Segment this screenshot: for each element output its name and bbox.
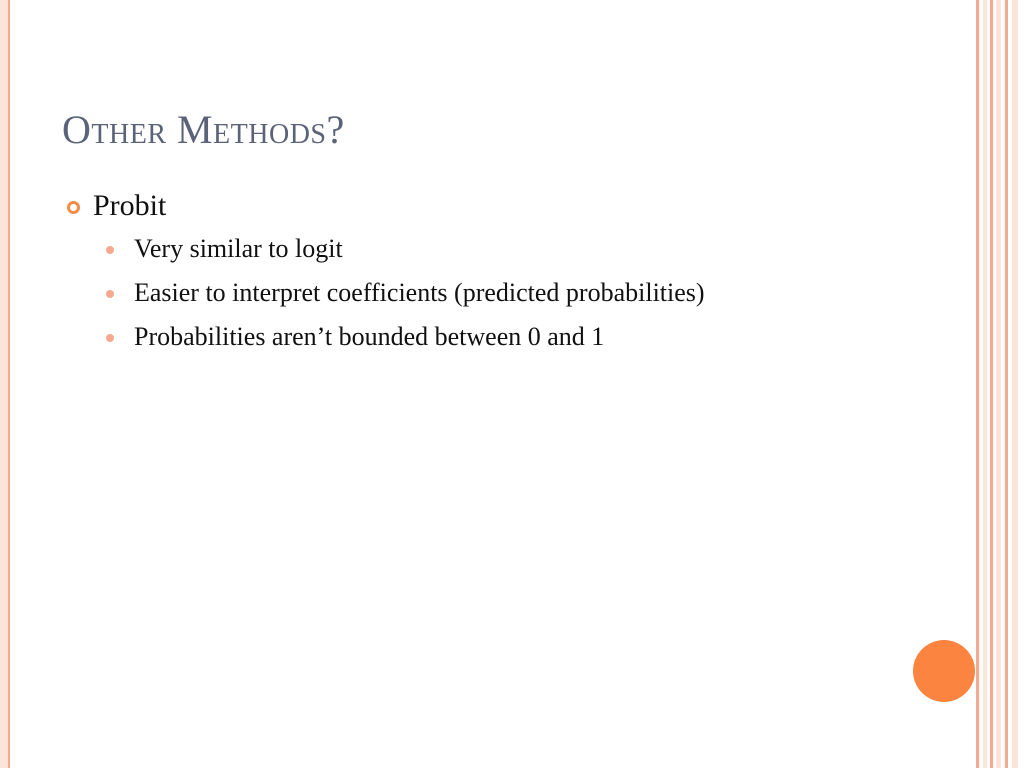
dot-bullet-icon <box>106 290 114 298</box>
sub-bullet-item <box>64 232 794 266</box>
slide-title: Other Methods? <box>62 107 345 152</box>
right-frame-line <box>996 0 1001 768</box>
left-frame-line <box>8 0 10 768</box>
sub-bullet-text: Very similar to logit <box>134 234 343 263</box>
sub-bullet-text: Easier to interpret coefficients (predicted probabilities) <box>134 278 705 307</box>
sub-bullet-item <box>64 320 794 354</box>
bullet-item <box>64 186 944 226</box>
right-frame-line <box>976 0 979 768</box>
right-frame-line <box>1005 0 1008 768</box>
right-frame-line <box>983 0 987 768</box>
dot-bullet-icon <box>106 334 114 342</box>
left-frame-band <box>0 0 8 768</box>
slide-body <box>64 186 944 364</box>
sub-bullet-text: Probabilities aren’t bounded between 0 and 1 <box>134 322 605 351</box>
bullet-text: Probit <box>93 189 167 222</box>
right-frame-line <box>990 0 993 768</box>
ring-bullet-icon <box>67 201 80 214</box>
orange-circle-icon <box>913 640 975 702</box>
dot-bullet-icon <box>106 246 114 254</box>
sub-bullet-list <box>64 232 944 354</box>
right-frame-line <box>1012 0 1018 768</box>
sub-bullet-item <box>64 276 794 310</box>
